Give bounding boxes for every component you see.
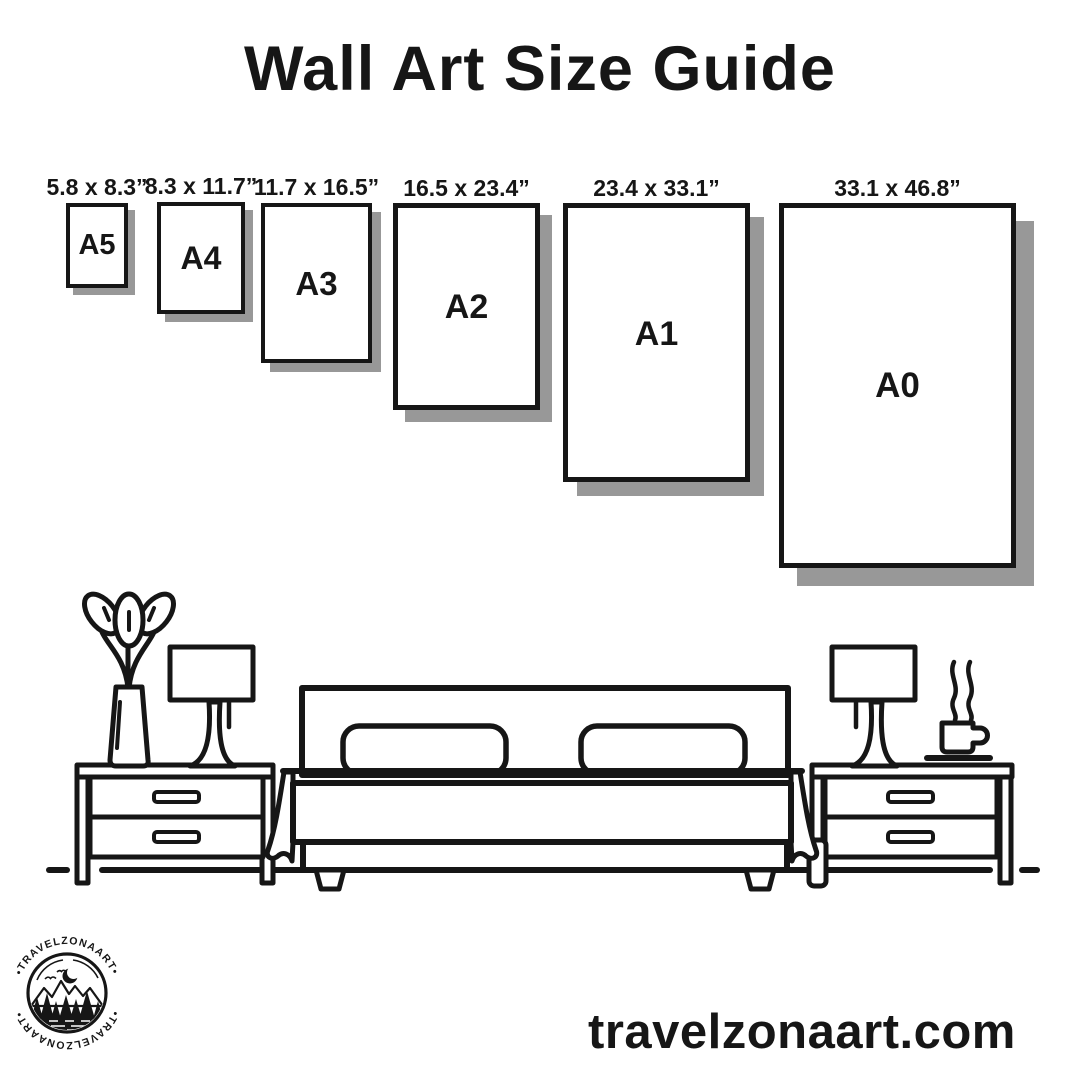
size-dimensions-label: 33.1 x 46.8” <box>834 175 961 201</box>
table-lamp-right-icon <box>832 647 915 766</box>
size-code-label: A2 <box>444 287 489 326</box>
size-dimensions-label: 23.4 x 33.1” <box>593 175 720 201</box>
website-url: travelzonaart.com <box>588 1005 1016 1059</box>
brand-logo-badge <box>7 933 127 1053</box>
size-code-label: A3 <box>295 264 338 302</box>
size-dimensions-label: 11.7 x 16.5” <box>253 174 380 200</box>
size-code-label: A4 <box>180 240 222 276</box>
size-frame-a0 <box>779 175 1016 568</box>
brand-arc-top-text: •TRAVELZONAART• <box>12 934 122 977</box>
size-dimensions-label: 16.5 x 23.4” <box>403 175 530 201</box>
nightstand-right-icon <box>812 765 1012 883</box>
table-lamp-left-icon <box>170 647 253 766</box>
brand-arc-bottom-text: •TRAVELZONAART• <box>12 1009 122 1052</box>
size-code-label: A1 <box>634 314 679 353</box>
size-dimensions-label: 8.3 x 11.7” <box>144 173 258 199</box>
size-frame-a4 <box>144 173 258 314</box>
size-code-label: A0 <box>875 366 920 405</box>
size-frame-a1 <box>563 175 750 482</box>
page-title: Wall Art Size Guide <box>244 34 836 104</box>
double-bed-icon <box>267 688 826 889</box>
vase-plant-icon <box>78 590 181 766</box>
size-frame-a3 <box>253 174 380 363</box>
bedroom-scene-illustration <box>40 590 1040 900</box>
size-dimensions-label: 5.8 x 8.3” <box>46 174 148 200</box>
coffee-cup-icon <box>927 662 990 758</box>
size-code-label: A5 <box>78 229 116 261</box>
size-frame-a2 <box>393 175 540 410</box>
size-frame-a5 <box>46 174 148 288</box>
nightstand-left-icon <box>77 765 273 883</box>
